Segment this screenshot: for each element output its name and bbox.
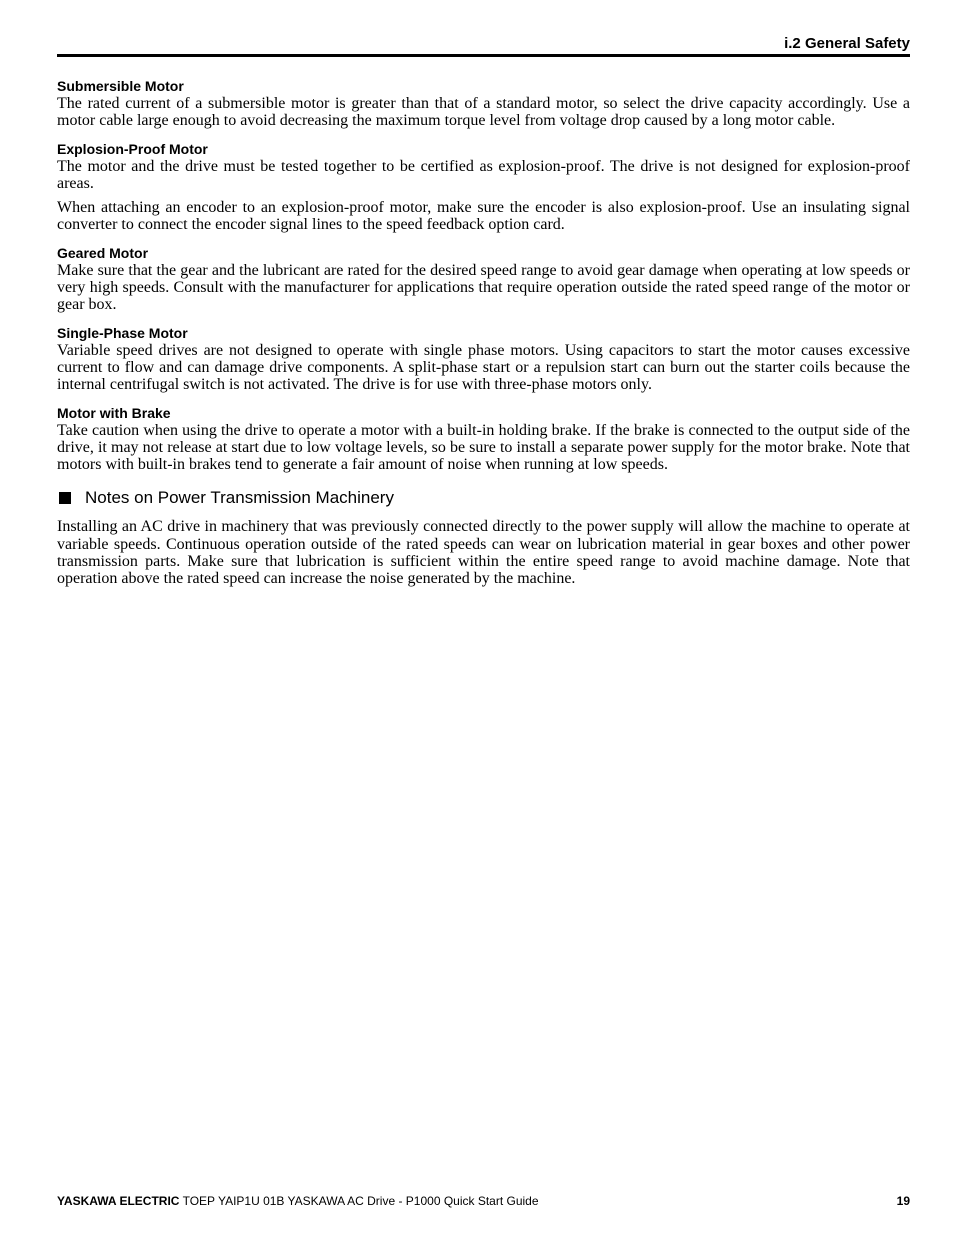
geared-motor-heading: Geared Motor [57, 244, 149, 261]
motor-with-brake-text: Take caution when using the drive to operate a motor with a built-in holding brake. If the brake is connected to the output side of the drive, it may not release at start due to low voltage levels, so be sure to install a separate power supply for the motor brake. Note that motors with built-in brakes tend to generate a fair amount of noise when running at low speeds. [57, 421, 910, 474]
footer-brand: YASKAWA ELECTRIC [57, 1194, 180, 1208]
section-bullet-square-icon [59, 492, 71, 504]
page-number: 19 [896, 1194, 910, 1208]
footer-doc-info: TOEP YAIP1U 01B YASKAWA AC Drive - P1000 Quick Start Guide [182, 1194, 539, 1208]
submersible-motor-heading: Submersible Motor [57, 78, 184, 94]
power-transmission-heading-label: Notes on Power Transmission Machinery [85, 488, 394, 508]
page-footer [57, 1194, 910, 1208]
submersible-motor-text: The rated current of a submersible motor is greater than that of a standard motor, so select the drive capacity accordingly. Use a motor cable large enough to avoid decreasing the maximum torque level from voltage drop caused by a long motor cable. [57, 95, 910, 130]
footer-doc-reference [57, 1194, 539, 1208]
explosion-proof-motor-text-1: The motor and the drive must be tested together to be certified as explosion-proof. The drive is not designed for explosion-proof areas. [57, 157, 910, 192]
section-header-title: i.2 General Safety [784, 35, 910, 52]
explosion-proof-motor-heading: Explosion-Proof Motor [57, 140, 208, 157]
page-content [57, 77, 910, 588]
power-transmission-section-heading [57, 487, 910, 509]
geared-motor-text: Make sure that the gear and the lubricant are rated for the desired speed range to avoid gear damage when operating at low speeds or very high speeds. Consult with the manufacturer for applications that require operation outside the rated speed range of the motor or gear box. [57, 261, 910, 314]
motor-with-brake-heading: Motor with Brake [57, 404, 171, 421]
explosion-proof-motor-text-2: When attaching an encoder to an explosion-proof motor, make sure the encoder is also explosion-proof. Use an insulating signal converter to connect the encoder signal lines to the speed feedback option card. [57, 199, 910, 234]
single-phase-motor-text: Variable speed drives are not designed to operate with single phase motors. Using capacitors to start the motor causes excessive current to flow and can damage drive components. A split-phase start or a repulsion start can burn out the starter coils because the internal centrifugal switch is not activated. The drive is for use with three-phase motors only. [57, 341, 910, 394]
header-divider [57, 54, 910, 57]
single-phase-motor-heading: Single-Phase Motor [57, 324, 188, 341]
power-transmission-text: Installing an AC drive in machinery that was previously connected directly to the power supply will allow the machine to operate at variable speeds. Continuous operation outside of the rated speeds can wear on lubrication material in gear boxes and other power transmission parts. Make sure that lubrication is sufficient within the entire speed range to avoid machine damage. Note that operation above the rated speed can increase the noise generated by the machine. [57, 518, 910, 588]
